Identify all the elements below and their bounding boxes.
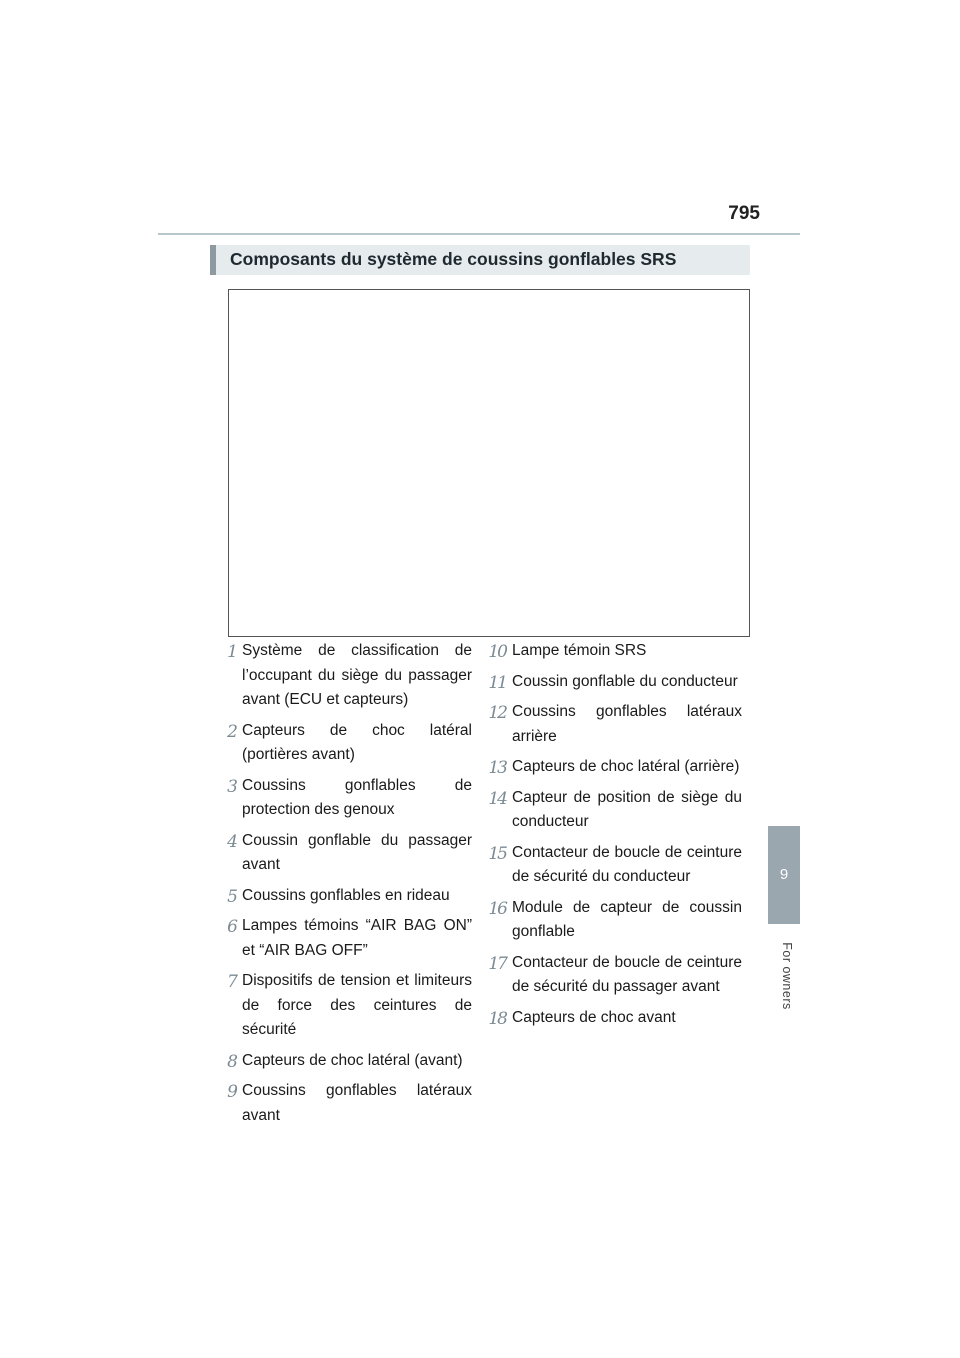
components-list-left — [212, 639, 472, 1134]
item-number: 4 — [227, 831, 236, 852]
item-text: Coussins gonflables latéraux avant — [242, 1082, 472, 1124]
item-text: Contacteur de boucle de ceinture de sécurité du conducteur — [512, 843, 742, 885]
item-number: 3 — [227, 776, 236, 797]
list-item — [212, 639, 472, 713]
chapter-label: For owners — [780, 942, 794, 1010]
list-item — [482, 1006, 742, 1031]
item-number: 12 — [488, 703, 506, 723]
item-text: Coussin gonflable du passager avant — [242, 831, 472, 873]
item-number: 9 — [227, 1082, 236, 1102]
item-number: 1 — [227, 642, 236, 662]
item-text: Capteur de position de siège du conducteur — [512, 788, 742, 830]
item-text: Système de classification de l’occupant du siège du passager avant (ECU et capteurs) — [242, 642, 472, 708]
item-text: Coussins gonflables en rideau — [242, 886, 450, 904]
section-header — [210, 245, 750, 275]
list-item — [212, 884, 472, 909]
item-text: Module de capteur de coussin gonflable — [512, 898, 742, 940]
item-text: Coussins gonflables de protection des genoux — [242, 776, 472, 818]
list-item — [212, 719, 472, 768]
item-number: 6 — [227, 917, 236, 937]
item-text: Coussin gonflable du conducteur — [512, 672, 738, 690]
list-item — [482, 951, 742, 1000]
item-text: Lampes témoins “AIR BAG ON” et “AIR BAG OFF” — [242, 917, 472, 959]
item-text: Capteurs de choc latéral (avant) — [242, 1051, 463, 1069]
header-rule — [158, 233, 800, 235]
airbag-components-figure — [228, 289, 750, 637]
item-number: 7 — [227, 972, 236, 992]
item-number: 5 — [227, 886, 236, 907]
item-number: 17 — [488, 953, 506, 974]
chapter-tab: 9 — [768, 826, 800, 924]
item-text: Lampe témoin SRS — [512, 642, 647, 659]
list-item — [482, 896, 742, 945]
page-number: 795 — [728, 203, 760, 224]
section-title: Composants du système de coussins gonflables SRS — [230, 249, 677, 269]
list-item — [482, 700, 742, 749]
list-item — [212, 829, 472, 878]
list-item — [212, 1049, 472, 1074]
item-text: Capteurs de choc latéral (portières avant) — [242, 721, 472, 763]
list-item — [212, 774, 472, 823]
components-list-right — [482, 639, 742, 1036]
item-number: 2 — [227, 721, 236, 742]
item-number: 8 — [227, 1051, 236, 1072]
item-text: Coussins gonflables latéraux arrière — [512, 703, 742, 745]
item-number: 15 — [488, 843, 506, 864]
list-item — [482, 639, 742, 664]
list-item — [212, 969, 472, 1043]
item-text: Capteurs de choc latéral (arrière) — [512, 758, 740, 775]
item-text: Contacteur de boucle de ceinture de sécurité du passager avant — [512, 953, 742, 995]
item-number: 18 — [488, 1008, 506, 1029]
list-item — [482, 786, 742, 835]
item-text: Capteurs de choc avant — [512, 1008, 676, 1026]
list-item — [212, 914, 472, 963]
item-text: Dispositifs de tension et limiteurs de force des ceintures de sécurité — [242, 972, 472, 1038]
list-item — [482, 841, 742, 890]
list-item — [482, 670, 742, 695]
item-number: 13 — [488, 758, 506, 778]
list-item — [212, 1079, 472, 1128]
item-number: 10 — [488, 642, 506, 662]
item-number: 16 — [488, 898, 506, 919]
list-item — [482, 755, 742, 780]
item-number: 11 — [488, 672, 506, 693]
item-number: 14 — [488, 788, 506, 809]
